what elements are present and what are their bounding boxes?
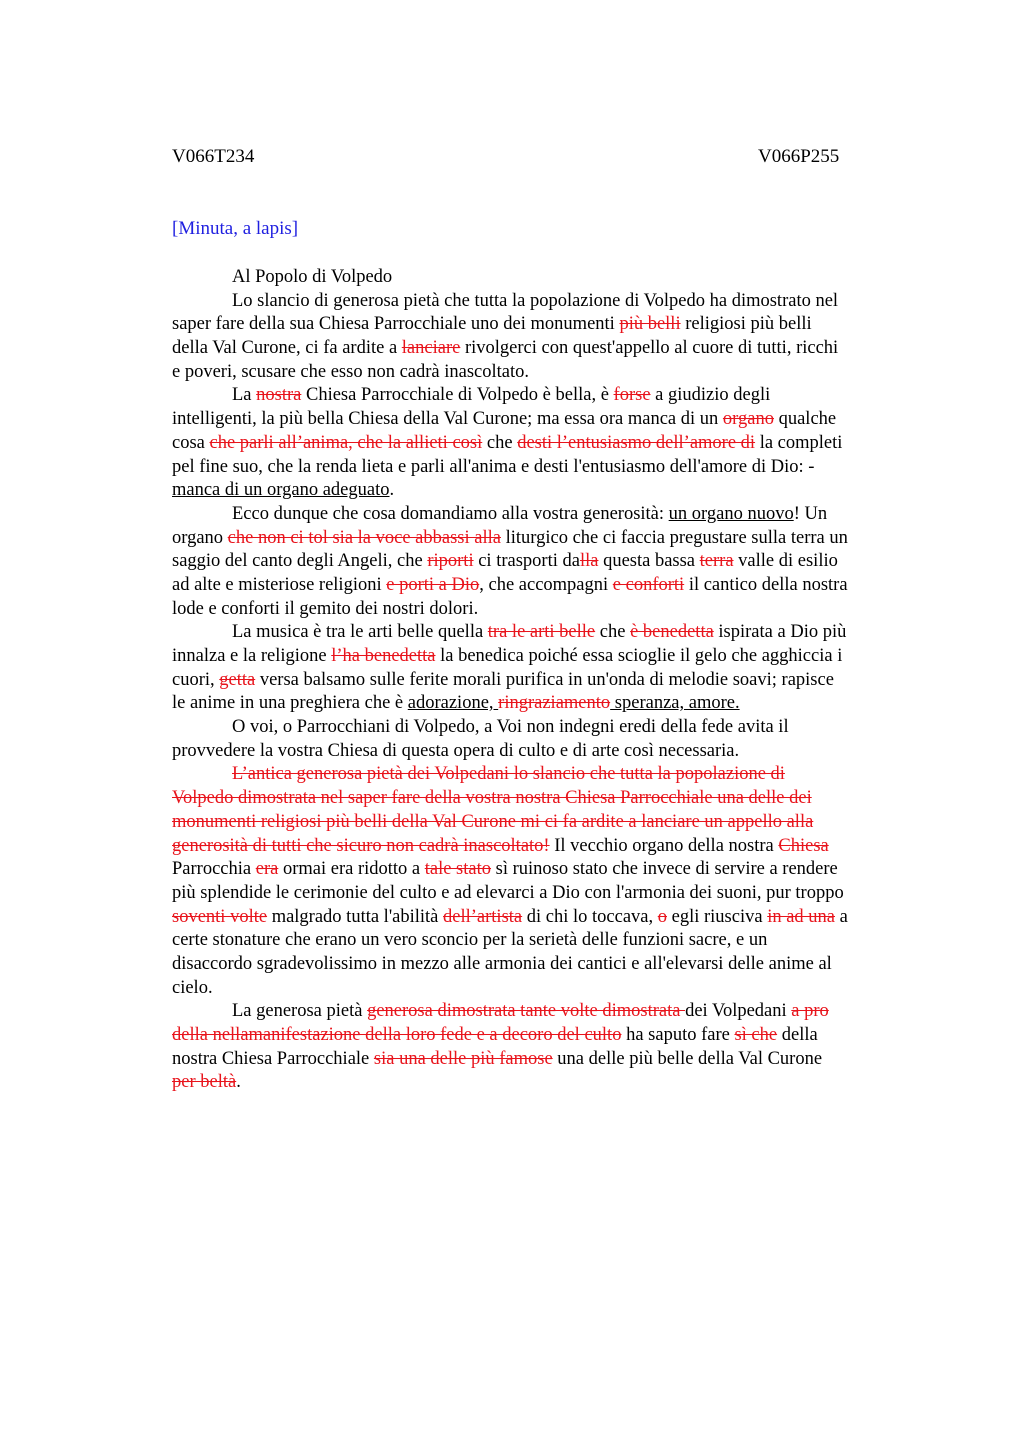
text-line xyxy=(172,550,928,574)
text-line xyxy=(172,787,928,811)
text-segment: Ecco dunque che cosa domandiamo alla vostra generosità: xyxy=(232,503,669,524)
document-code-left: V066T234 xyxy=(172,146,255,167)
text-line xyxy=(172,835,928,859)
text-line xyxy=(172,811,928,835)
text-line xyxy=(172,266,928,290)
text-line xyxy=(172,692,928,716)
text-segment: La musica è tra le arti belle quella xyxy=(232,622,488,643)
text-segment: questa bassa xyxy=(598,551,700,572)
text-segment: valle di esilio xyxy=(733,551,838,572)
deleted-text: è benedetta xyxy=(630,622,714,643)
deleted-text: organo xyxy=(722,409,774,430)
text-line xyxy=(172,1048,928,1072)
text-segment: Parrocchia xyxy=(172,859,256,880)
text-line xyxy=(172,716,928,740)
deleted-text: a pro xyxy=(791,1001,829,1022)
draft-note: [Minuta, a lapis] xyxy=(172,218,299,239)
text-line xyxy=(172,1071,928,1095)
text-line xyxy=(172,763,928,787)
text-line xyxy=(172,337,928,361)
text-segment: provvedere la vostra Chiesa di questa opera di culto e di arte così necessaria. xyxy=(172,740,740,761)
text-segment: pel fine suo, che la renda lieta e parli all'anima e desti l'entusiasmo dell'amore di Dio: - xyxy=(172,456,815,477)
text-segment: O voi, o Parrocchiani di Volpedo, a Voi non indegni eredi della fede avita il xyxy=(232,717,789,738)
text-segment: qualche xyxy=(773,409,837,430)
text-line xyxy=(172,574,928,598)
deleted-text: tale stato xyxy=(424,859,492,880)
text-segment: malgrado tutta l'abilità xyxy=(267,906,444,927)
deleted-text: che parli all’anima, che la allieti così xyxy=(209,432,483,453)
deleted-text: sia una delle più famose xyxy=(373,1048,553,1069)
text-segment: Al Popolo di Volpedo xyxy=(232,267,393,287)
text-line xyxy=(172,361,928,385)
text-segment: , che accompagni xyxy=(479,574,613,595)
deleted-text: nostra xyxy=(256,385,302,406)
text-segment: la benedica poiché essa scioglie il gelo che agghiccia i xyxy=(435,646,843,666)
text-segment: le anime in una preghiera che è xyxy=(172,693,408,714)
text-line xyxy=(172,929,928,953)
underlined-text: adorazione, xyxy=(407,693,499,714)
letter-body xyxy=(172,266,928,1095)
deleted-text: dell’artista xyxy=(443,906,523,927)
text-segment: ! Un xyxy=(793,503,828,524)
deleted-text: o xyxy=(657,906,667,927)
text-segment: . xyxy=(389,480,395,501)
deleted-text: sì che xyxy=(734,1025,778,1045)
deleted-text: soventi volte xyxy=(172,906,268,927)
text-segment: dei Volpedani xyxy=(685,1001,792,1022)
deleted-text: ringraziamento xyxy=(498,693,611,714)
deleted-text: della nellamanifestazione della loro fede e a decoro del culto xyxy=(172,1025,622,1045)
deleted-text: riporti xyxy=(427,551,474,572)
text-segment: cuori, xyxy=(172,669,220,690)
underlined-text: speranza, amore. xyxy=(610,693,740,714)
text-segment: La generosa pietà xyxy=(232,1001,368,1022)
text-line xyxy=(172,953,928,977)
text-line xyxy=(172,977,928,1001)
deleted-text: che non ci tol sia la voce abbassi alla xyxy=(227,527,501,548)
text-segment: organo xyxy=(172,527,228,548)
text-segment: religiosi più belli xyxy=(680,314,812,335)
deleted-text: forse xyxy=(613,385,651,406)
text-line xyxy=(172,408,928,432)
text-segment: lode e conforti il gemito dei nostri dolori. xyxy=(172,598,479,619)
text-line xyxy=(172,906,928,930)
deleted-text: l’ha benedetta xyxy=(331,646,436,666)
text-segment: e poveri, scusare che esso non cadrà inascoltato. xyxy=(172,361,530,382)
text-segment: La xyxy=(232,385,257,406)
text-segment: a xyxy=(835,906,848,927)
text-segment: innalza e la religione xyxy=(172,646,332,666)
deleted-text: terra xyxy=(699,551,734,572)
underlined-text: manca di un organo adeguato xyxy=(172,480,390,501)
text-segment: saggio del canto degli Angeli, che xyxy=(172,551,428,572)
text-segment: Lo slancio di generosa pietà che tutta la popolazione di Volpedo ha dimostrato nel xyxy=(232,290,839,311)
deleted-text: lla xyxy=(579,551,599,572)
deleted-text: generosa dimostrata tante volte dimostrata xyxy=(367,1001,686,1022)
deleted-text: più belli xyxy=(619,314,681,335)
text-segment: a giudizio degli xyxy=(650,385,771,406)
deleted-text: Chiesa xyxy=(778,835,829,856)
underlined-text: un organo nuovo xyxy=(668,503,794,524)
text-segment: sì ruinoso stato che invece di servire a rendere xyxy=(491,859,838,880)
text-segment: ad alte e misteriose religioni xyxy=(172,574,387,595)
text-line xyxy=(172,882,928,906)
text-segment: di chi lo toccava, xyxy=(522,906,658,927)
text-segment: ha saputo fare xyxy=(621,1025,735,1045)
text-segment: cosa xyxy=(172,432,210,453)
deleted-text: e porti a Dio xyxy=(386,574,480,595)
text-segment: rivolgerci con quest'appello al cuore di tutti, ricchi xyxy=(460,338,839,359)
text-line xyxy=(172,527,928,551)
text-segment: ormai era ridotto a xyxy=(278,859,425,880)
text-segment: Il vecchio organo della nostra xyxy=(549,835,779,856)
deleted-text: Volpedo dimostrata nel saper fare della vostra nostra Chiesa Parrocchiale una delle dei xyxy=(172,788,812,809)
text-segment: disaccordo sgradevolissimo in mezzo alle armonia dei cantici e all'elevarsi delle anime al xyxy=(172,953,832,974)
text-segment: della xyxy=(777,1025,818,1045)
text-segment: versa balsamo sulle ferite morali purifica in un'onda di melodie soavi; rapisce xyxy=(255,669,834,690)
text-line xyxy=(172,313,928,337)
text-segment: liturgico che ci faccia pregustare sulla terra un xyxy=(500,527,848,548)
text-line xyxy=(172,598,928,622)
text-segment: una delle più belle della Val Curone xyxy=(552,1048,823,1069)
text-line xyxy=(172,456,928,480)
deleted-text: e conforti xyxy=(612,574,685,595)
text-line xyxy=(172,503,928,527)
deleted-text: desti l’entusiasmo dell’amore di xyxy=(517,432,756,453)
text-segment: intelligenti, la più bella Chiesa della Val Curone; ma essa ora manca di un xyxy=(172,409,723,430)
deleted-text: getta xyxy=(219,669,256,690)
text-segment: nostra Chiesa Parrocchiale xyxy=(172,1048,374,1069)
deleted-text: generosità di tutti che sicuro non cadrà inascoltato! xyxy=(172,835,550,856)
text-segment: Chiesa Parrocchiale di Volpedo è bella, è xyxy=(301,385,614,406)
text-line xyxy=(172,290,928,314)
document-code-right: V066P255 xyxy=(758,146,840,167)
deleted-text: era xyxy=(255,859,279,880)
deleted-text: monumenti religiosi più belli della Val Curone mi ci fa ardite a lanciare un appello alla xyxy=(172,811,814,832)
deleted-text: per beltà xyxy=(172,1072,237,1093)
text-segment: della Val Curone, ci fa ardite a xyxy=(172,338,402,359)
text-segment: . xyxy=(236,1072,241,1093)
text-segment: ispirata a Dio più xyxy=(713,622,847,643)
text-segment: che xyxy=(595,622,631,643)
text-segment: il cantico della nostra xyxy=(684,574,848,595)
text-segment: la completi xyxy=(755,432,843,453)
text-segment: ci trasporti da xyxy=(473,551,580,572)
text-line xyxy=(172,669,928,693)
text-line xyxy=(172,621,928,645)
text-line xyxy=(172,645,928,669)
text-line xyxy=(172,479,928,503)
text-line xyxy=(172,432,928,456)
deleted-text: lanciare xyxy=(401,338,461,359)
text-segment: che xyxy=(482,432,518,453)
deleted-text: L’antica generosa pietà dei Volpedani lo slancio che tutta la popolazione di xyxy=(232,764,785,785)
text-line xyxy=(172,1024,928,1048)
deleted-text: in ad una xyxy=(767,906,835,927)
text-segment: egli riusciva xyxy=(667,906,768,927)
text-line xyxy=(172,384,928,408)
text-segment: saper fare della sua Chiesa Parrocchiale uno dei monumenti xyxy=(172,314,620,335)
text-segment: più splendide le cerimonie del culto e ad elevarci a Dio con l'armonia dei suoni, pur troppo xyxy=(172,882,844,903)
text-line xyxy=(172,1000,928,1024)
deleted-text: tra le arti belle xyxy=(487,622,596,643)
text-line xyxy=(172,858,928,882)
text-segment: certe stonature che erano un vero sconcio per la serietà delle funzioni sacre, e un xyxy=(172,930,768,951)
text-line xyxy=(172,740,928,764)
text-segment: cielo. xyxy=(172,977,213,998)
